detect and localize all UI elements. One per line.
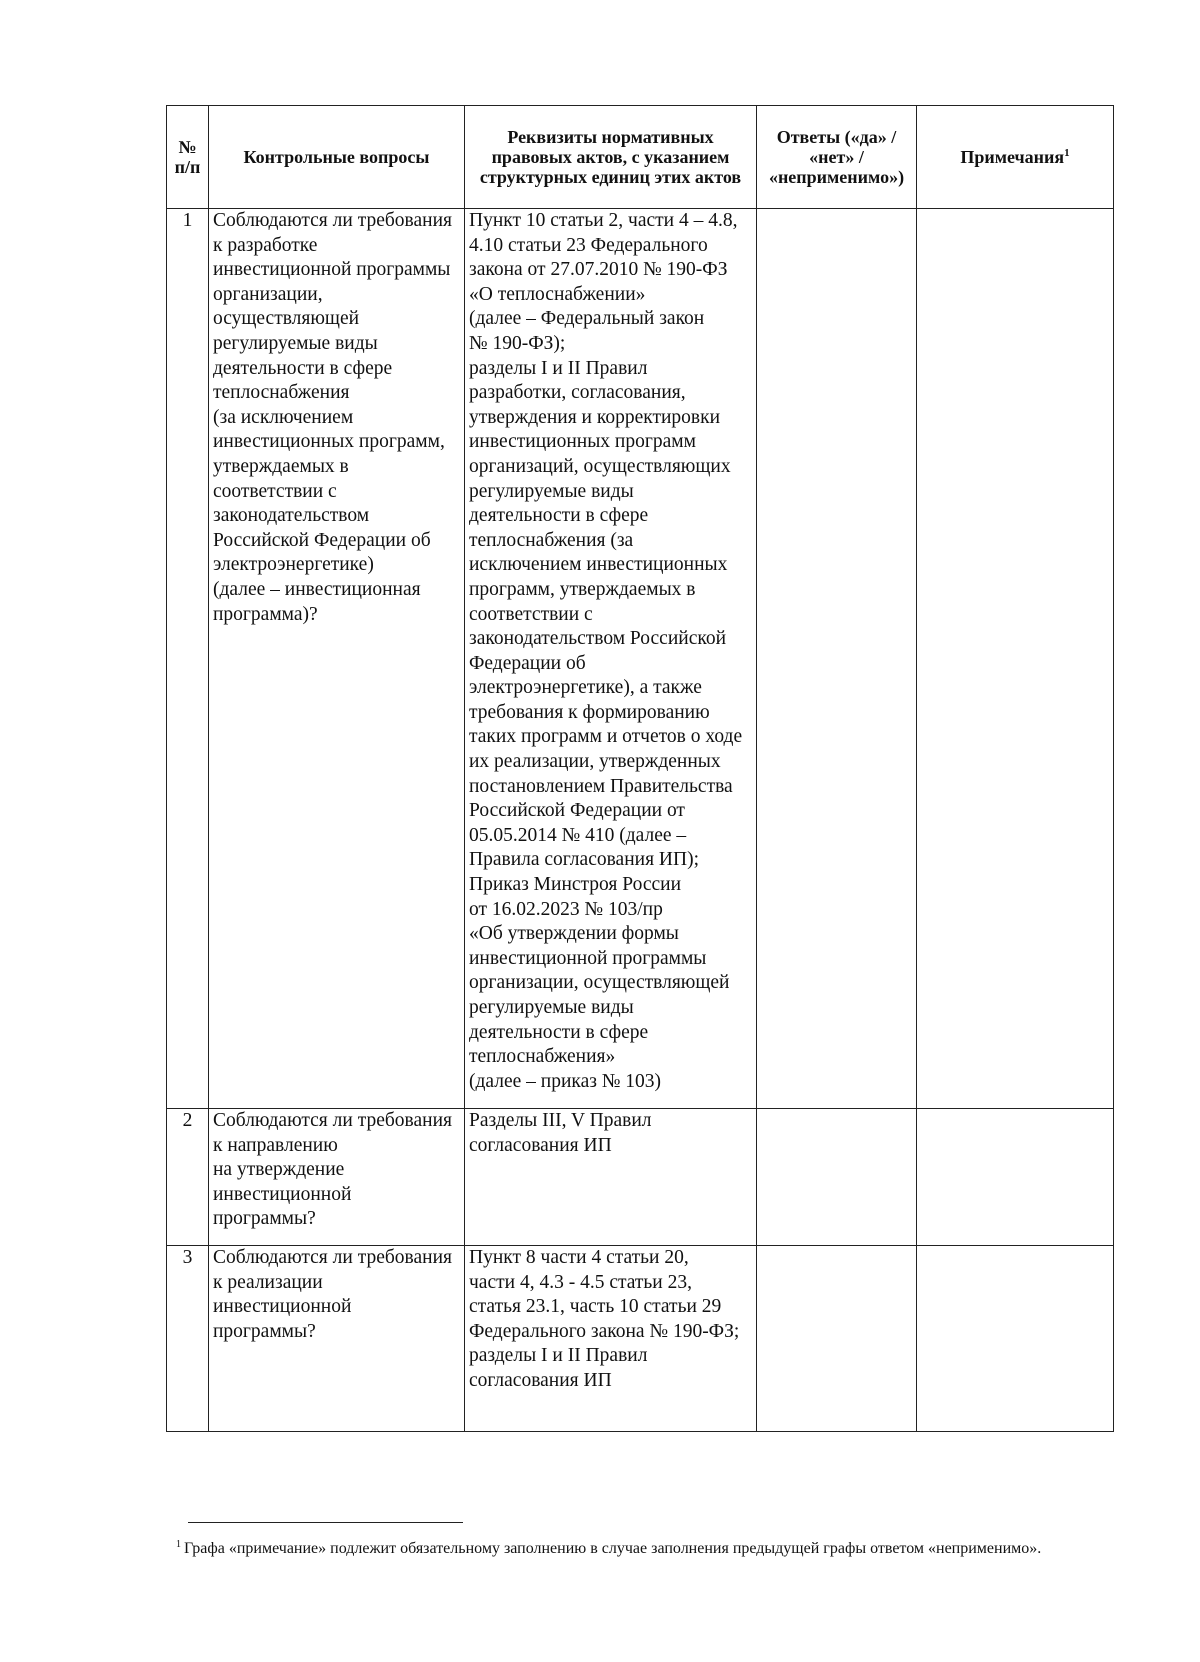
requisites-cell: Пункт 10 статьи 2, части 4 – 4.8, 4.10 статьи 23 Федерального закона от 27.07.2010 № 190-ФЗ «О теплоснабжении» (далее – Федеральный закон № 190-ФЗ); разделы I и II Правил разработки, согласования, утверждения и корректировки инвестиционных программ организаций, осуществляющих регулируемые виды деятельности в сфере теплоснабжения (за исключением инвестиционных программ, утверждаемых в соответствии с законодательством Российской Федерации об электроэнергетике), а также требования к формированию таких программ и отчетов о ходе их реализации, утвержденных постановлением Правительства Российской Федерации от 05.05.2014 № 410 (далее – Правила согласования ИП); Приказ Минстроя России от 16.02.2023 № 103/пр «Об утверждении формы инвестиционной программы организации, осуществляющей регулируемые виды деятельности в сфере теплоснабжения» (далее – приказ № 103) <box>465 209 757 1109</box>
answer-cell[interactable] <box>757 1246 917 1432</box>
table-row <box>167 209 1114 1109</box>
row-number: 3 <box>167 1246 209 1432</box>
header-questions: Контрольные вопросы <box>209 106 465 209</box>
table-row <box>167 1246 1114 1432</box>
requisites-cell: Пункт 8 части 4 статьи 20, части 4, 4.3 - 4.5 статьи 23, статья 23.1, часть 10 статьи 29 Федерального закона № 190-ФЗ; разделы I и II Правил согласования ИП <box>465 1246 757 1432</box>
table-header-row <box>167 106 1114 209</box>
note-cell[interactable] <box>917 209 1114 1109</box>
table-row <box>167 1109 1114 1246</box>
note-cell[interactable] <box>917 1109 1114 1246</box>
note-cell[interactable] <box>917 1246 1114 1432</box>
header-number: № п/п <box>167 106 209 209</box>
footnote-separator <box>188 1522 463 1523</box>
answer-cell[interactable] <box>757 209 917 1109</box>
header-notes-label: Примечания <box>960 147 1065 167</box>
row-number: 1 <box>167 209 209 1109</box>
row-number: 2 <box>167 1109 209 1246</box>
footnote <box>176 1537 1106 1560</box>
footnote-ref-marker: 1 <box>1064 147 1070 159</box>
question-cell: Соблюдаются ли требования к направлению на утверждение инвестиционной программы? <box>209 1109 465 1246</box>
requisites-cell: Разделы III, V Правил согласования ИП <box>465 1109 757 1246</box>
answer-cell[interactable] <box>757 1109 917 1246</box>
question-cell: Соблюдаются ли требования к разработке инвестиционной программы организации, осуществляющей регулируемые виды деятельности в сфере теплоснабжения (за исключением инвестиционных программ, утверждаемых в соответствии с законодательством Российской Федерации об электроэнергетике) (далее – инвестиционная программа)? <box>209 209 465 1109</box>
footnote-marker: 1 <box>176 1538 181 1550</box>
header-requisites: Реквизиты нормативных правовых актов, с указанием структурных единиц этих актов <box>465 106 757 209</box>
header-answers: Ответы («да» / «нет» / «неприменимо») <box>757 106 917 209</box>
header-notes <box>917 106 1114 209</box>
footnote-text: Графа «примечание» подлежит обязательному заполнению в случае заполнения предыдущей графы ответом «неприменимо». <box>184 1540 1042 1557</box>
checklist-table <box>166 105 1114 1432</box>
question-cell: Соблюдаются ли требования к реализации инвестиционной программы? <box>209 1246 465 1432</box>
